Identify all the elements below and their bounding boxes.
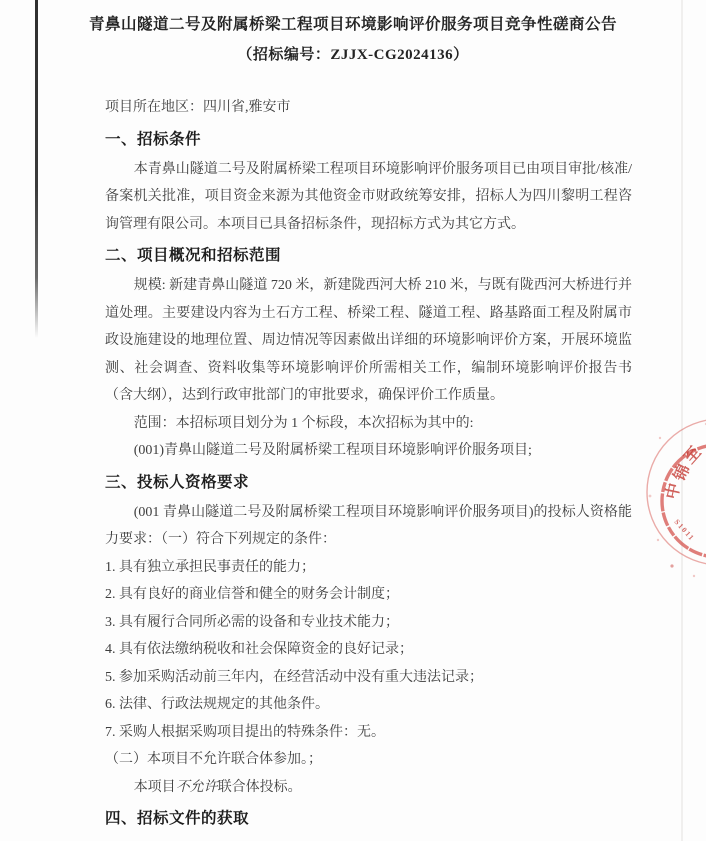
title-block: [0, 13, 706, 66]
no-joint-prefix: 本项目: [133, 779, 176, 795]
red-seal-stamp: [636, 400, 706, 600]
tender-number: （招标编号：ZJJX-CG2024136）: [237, 47, 469, 63]
qualification-item-4: 4. 具有依法缴纳税收和社会保障资金的良好记录；: [105, 642, 413, 657]
seal-inner-ring: [662, 445, 706, 557]
seal-speckle: [670, 564, 673, 567]
seal-character: 至: [681, 444, 705, 468]
joint-clause-line: （二）本项目不允许联合体参加。；: [105, 752, 322, 767]
seal-speckle: [649, 495, 652, 498]
document-body: [105, 94, 632, 835]
section-heading-3: 三、投标人资格要求: [105, 473, 250, 491]
no-joint-suffix: 联合体投标。: [217, 779, 302, 795]
seal-speckle: [657, 539, 659, 541]
seal-character: 中: [663, 481, 684, 501]
scope-paragraph: 规模: 新建青鼻山隧道 720 米，新建陇西河大桥 210 米，与既有陇西河大桥进行并道处理。主要建设内容为土石方工程、桥梁工程、隧道工程、路基路面工程及附属市政设施建设的地理位置、周边情况等因素做出详细的环境影响评价方案，开展环境监测、社会调查、资料收集等环境影响评价所需相关工作，编制环境影响评价报告书（含大纲），达到行政审批部门的审批要求，确保评价工作质量。: [105, 278, 632, 403]
section-heading-2: 二、项目概况和招标范围: [105, 247, 282, 264]
seal-character: 锦: [671, 461, 694, 484]
seal-speckle: [659, 437, 661, 439]
section-1-paragraph: 本青鼻山隧道二号及附属桥梁工程项目环境影响评价服务项目已由项目审批/核准/备案机关批准，项目资金来源为其他资金市财政统筹安排，招标人为四川黎明工程咨询管理有限公司。本项目已具备招标条件，现招标方式为其它方式。: [105, 161, 632, 232]
seal-speckle: [693, 575, 695, 577]
qualification-item-5: 5. 参加采购活动前三年内，在经营活动中没有重大违法记录；: [105, 669, 483, 685]
lot-line: (001)青鼻山隧道二号及附属桥梁工程项目环境影响评价服务项目;: [133, 443, 532, 458]
no-joint-bid-line: [105, 774, 632, 802]
no-joint-emphasis: 不允许: [175, 779, 218, 795]
location-line: 项目所在地区：四川省,雅安市: [105, 100, 291, 115]
qualification-item-1: 1. 具有独立承担民事责任的能力；: [105, 559, 315, 575]
range-line: 范围：本招标项目划分为 1 个标段，本次招标为其中的:: [133, 415, 474, 431]
qualification-item-7: 7. 采购人根据采购项目提出的特殊条件：无。: [105, 724, 385, 740]
section-heading-4: 四、招标文件的获取: [105, 810, 250, 827]
document-title: 青鼻山隧道二号及附属桥梁工程项目环境影响评价服务项目竞争性磋商公告: [88, 16, 617, 33]
section-heading-1: 一、招标条件: [105, 130, 202, 148]
qualification-item-6: 6. 法律、行政法规规定的其他条件。: [105, 697, 329, 712]
qualification-intro: (001 青鼻山隧道二号及附属桥梁工程项目环境影响评价服务项目)的投标人资格能力要求：（一）符合下列规定的条件：: [105, 504, 632, 547]
qualification-item-2: 2. 具有良好的商业信誉和健全的财务会计制度；: [105, 587, 399, 602]
seal-serial: S1011: [672, 517, 697, 543]
qualification-item-3: 3. 具有履行合同所必需的设备和专业技术能力；: [105, 614, 399, 630]
